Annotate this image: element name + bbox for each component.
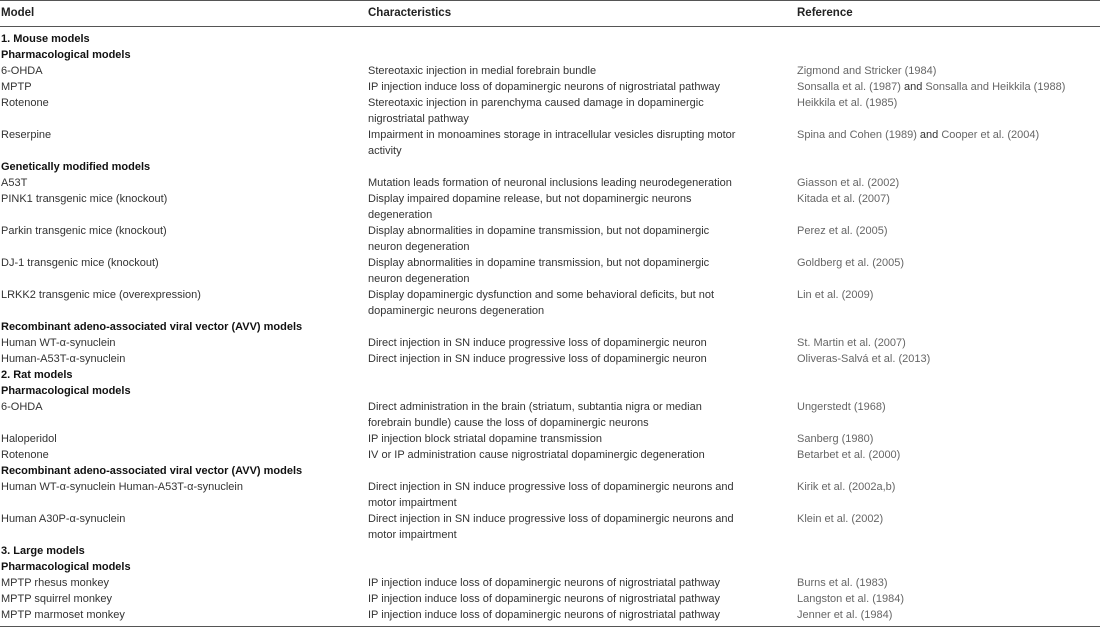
reference-link[interactable]: Kirik et al. (2002a,b) <box>797 481 896 493</box>
characteristics-cell <box>368 431 602 447</box>
model-cell: Rotenone <box>1 449 49 461</box>
reference-link[interactable]: Spina and Cohen (1989) <box>797 129 917 141</box>
reference-link[interactable]: Cooper et al. (2004) <box>941 129 1040 141</box>
characteristics-cell <box>368 191 691 223</box>
reference-link[interactable]: Sanberg (1980) <box>797 433 874 445</box>
section-heading: 1. Mouse models <box>1 33 90 45</box>
reference-cell <box>797 79 1065 95</box>
model-cell: Human WT-α-synuclein <box>1 337 116 349</box>
reference-link[interactable]: Kitada et al. (2007) <box>797 193 890 205</box>
characteristics-line: activity <box>368 145 402 157</box>
reference-cell <box>797 127 1039 143</box>
characteristics-cell <box>368 95 704 127</box>
characteristics-cell <box>368 479 734 511</box>
section-heading: 2. Rat models <box>1 369 73 381</box>
characteristics-cell <box>368 607 720 623</box>
characteristics-line: Direct injection in SN induce progressive loss of dopaminergic neurons and <box>368 481 734 493</box>
characteristics-line: IP injection induce loss of dopaminergic neurons of nigrostriatal pathway <box>368 577 720 589</box>
model-cell: Parkin transgenic mice (knockout) <box>1 225 167 237</box>
section-heading: Recombinant adeno-associated viral vector (AVV) models <box>1 321 303 333</box>
section-heading: Pharmacological models <box>1 49 131 61</box>
characteristics-line: IP injection induce loss of dopaminergic neurons of nigrostriatal pathway <box>368 81 720 93</box>
reference-cell <box>797 287 873 303</box>
reference-cell <box>797 351 930 367</box>
model-cell: 6-OHDA <box>1 401 43 413</box>
reference-cell <box>797 431 873 447</box>
characteristics-line: dopaminergic neurons degeneration <box>368 305 545 317</box>
model-cell: Human-A53T-α-synuclein <box>1 353 126 365</box>
characteristics-line: Display abnormalities in dopamine transmission, but not dopaminergic <box>368 225 710 237</box>
model-cell: 6-OHDA <box>1 65 43 77</box>
section-heading: Recombinant adeno-associated viral vector (AVV) models <box>1 465 303 477</box>
characteristics-cell <box>368 223 709 255</box>
characteristics-line: Stereotaxic injection in parenchyma caused damage in dopaminergic <box>368 97 704 109</box>
characteristics-line: Mutation leads formation of neuronal inclusions leading neurodegeneration <box>368 177 732 189</box>
reference-cell <box>797 607 892 623</box>
table-bottom-rule <box>0 626 1100 627</box>
characteristics-cell <box>368 127 735 159</box>
reference-cell <box>797 591 904 607</box>
characteristics-line: Display impaired dopamine release, but not dopaminergic neurons <box>368 193 692 205</box>
model-cell: MPTP rhesus monkey <box>1 577 110 589</box>
characteristics-cell <box>368 511 734 543</box>
characteristics-cell <box>368 79 720 95</box>
characteristics-line: nigrostriatal pathway <box>368 113 469 125</box>
characteristics-line: degeneration <box>368 209 433 221</box>
characteristics-line: Stereotaxic injection in medial forebrain bundle <box>368 65 597 77</box>
header-rule <box>0 26 1100 27</box>
reference-link[interactable]: Burns et al. (1983) <box>797 577 888 589</box>
reference-conjunction: and <box>916 129 942 141</box>
characteristics-line: Direct injection in SN induce progressive loss of dopaminergic neuron <box>368 353 707 365</box>
model-cell: Human WT-α-synuclein Human-A53T-α-synuclein <box>1 481 243 493</box>
characteristics-line: Impairment in monoamines storage in intracellular vesicles disrupting motor <box>368 129 736 141</box>
reference-link[interactable]: Giasson et al. (2002) <box>797 177 900 189</box>
reference-conjunction: and <box>900 81 926 93</box>
reference-link[interactable]: Sonsalla et al. (1987) <box>797 81 901 93</box>
section-heading: Genetically modified models <box>1 161 151 173</box>
reference-link[interactable]: Oliveras-Salvá et al. (2013) <box>797 353 931 365</box>
reference-link[interactable]: Ungerstedt (1968) <box>797 401 886 413</box>
characteristics-line: Direct administration in the brain (striatum, subtantia nigra or median <box>368 401 702 413</box>
reference-cell <box>797 63 936 79</box>
characteristics-line: Display dopaminergic dysfunction and some behavioral deficits, but not <box>368 289 715 301</box>
model-cell: Haloperidol <box>1 433 57 445</box>
reference-cell <box>797 399 886 415</box>
reference-link[interactable]: Langston et al. (1984) <box>797 593 905 605</box>
reference-link[interactable]: Betarbet et al. (2000) <box>797 449 901 461</box>
header-model: Model <box>1 7 35 19</box>
reference-link[interactable]: St. Martin et al. (2007) <box>797 337 906 349</box>
characteristics-line: forebrain bundle) cause the loss of dopaminergic neurons <box>368 417 649 429</box>
characteristics-line: neuron degeneration <box>368 241 470 253</box>
characteristics-line: motor impairtment <box>368 497 457 509</box>
reference-link[interactable]: Jenner et al. (1984) <box>797 609 893 621</box>
characteristics-line: IV or IP administration cause nigrostriatal dopaminergic degeneration <box>368 449 705 461</box>
section-heading: 3. Large models <box>1 545 85 557</box>
reference-link[interactable]: Perez et al. (2005) <box>797 225 888 237</box>
model-cell: PINK1 transgenic mice (knockout) <box>1 193 168 205</box>
reference-cell <box>797 191 890 207</box>
reference-cell <box>797 175 899 191</box>
section-heading: Pharmacological models <box>1 385 131 397</box>
reference-link[interactable]: Lin et al. (2009) <box>797 289 874 301</box>
reference-cell <box>797 575 888 591</box>
reference-cell <box>797 95 897 111</box>
model-cell: Reserpine <box>1 129 52 141</box>
characteristics-cell <box>368 287 714 319</box>
characteristics-cell <box>368 255 709 287</box>
reference-link[interactable]: Heikkila et al. (1985) <box>797 97 898 109</box>
characteristics-cell <box>368 591 720 607</box>
reference-link[interactable]: Goldberg et al. (2005) <box>797 257 905 269</box>
reference-link[interactable]: Zigmond and Stricker (1984) <box>797 65 937 77</box>
reference-link[interactable]: Sonsalla and Heikkila (1988) <box>925 81 1066 93</box>
reference-cell <box>797 223 888 239</box>
model-cell: A53T <box>1 177 28 189</box>
characteristics-line: neuron degeneration <box>368 273 470 285</box>
model-cell: MPTP marmoset monkey <box>1 609 125 621</box>
characteristics-line: motor impairtment <box>368 529 457 541</box>
reference-cell <box>797 511 883 527</box>
reference-link[interactable]: Klein et al. (2002) <box>797 513 884 525</box>
characteristics-cell <box>368 399 702 431</box>
characteristics-line: Direct injection in SN induce progressive loss of dopaminergic neurons and <box>368 513 734 525</box>
model-cell: Human A30P-α-synuclein <box>1 513 126 525</box>
model-cell: MPTP <box>1 81 32 93</box>
characteristics-line: Display abnormalities in dopamine transmission, but not dopaminergic <box>368 257 710 269</box>
section-heading: Pharmacological models <box>1 561 131 573</box>
model-cell: LRKK2 transgenic mice (overexpression) <box>1 289 201 301</box>
characteristics-cell <box>368 447 705 463</box>
characteristics-cell <box>368 575 720 591</box>
characteristics-line: IP injection induce loss of dopaminergic neurons of nigrostriatal pathway <box>368 609 720 621</box>
table-top-rule <box>0 0 1100 1</box>
model-cell: DJ-1 transgenic mice (knockout) <box>1 257 159 269</box>
characteristics-line: Direct injection in SN induce progressive loss of dopaminergic neuron <box>368 337 707 349</box>
reference-cell <box>797 447 900 463</box>
reference-cell <box>797 335 906 351</box>
header-reference: Reference <box>797 7 853 19</box>
characteristics-cell <box>368 351 707 367</box>
header-characteristics: Characteristics <box>368 7 452 19</box>
characteristics-line: IP injection induce loss of dopaminergic neurons of nigrostriatal pathway <box>368 593 720 605</box>
reference-cell <box>797 479 895 495</box>
model-cell: MPTP squirrel monkey <box>1 593 113 605</box>
characteristics-cell <box>368 63 596 79</box>
characteristics-line: IP injection block striatal dopamine transmission <box>368 433 602 445</box>
model-cell: Rotenone <box>1 97 49 109</box>
characteristics-cell <box>368 335 707 351</box>
reference-cell <box>797 255 904 271</box>
characteristics-cell <box>368 175 732 191</box>
